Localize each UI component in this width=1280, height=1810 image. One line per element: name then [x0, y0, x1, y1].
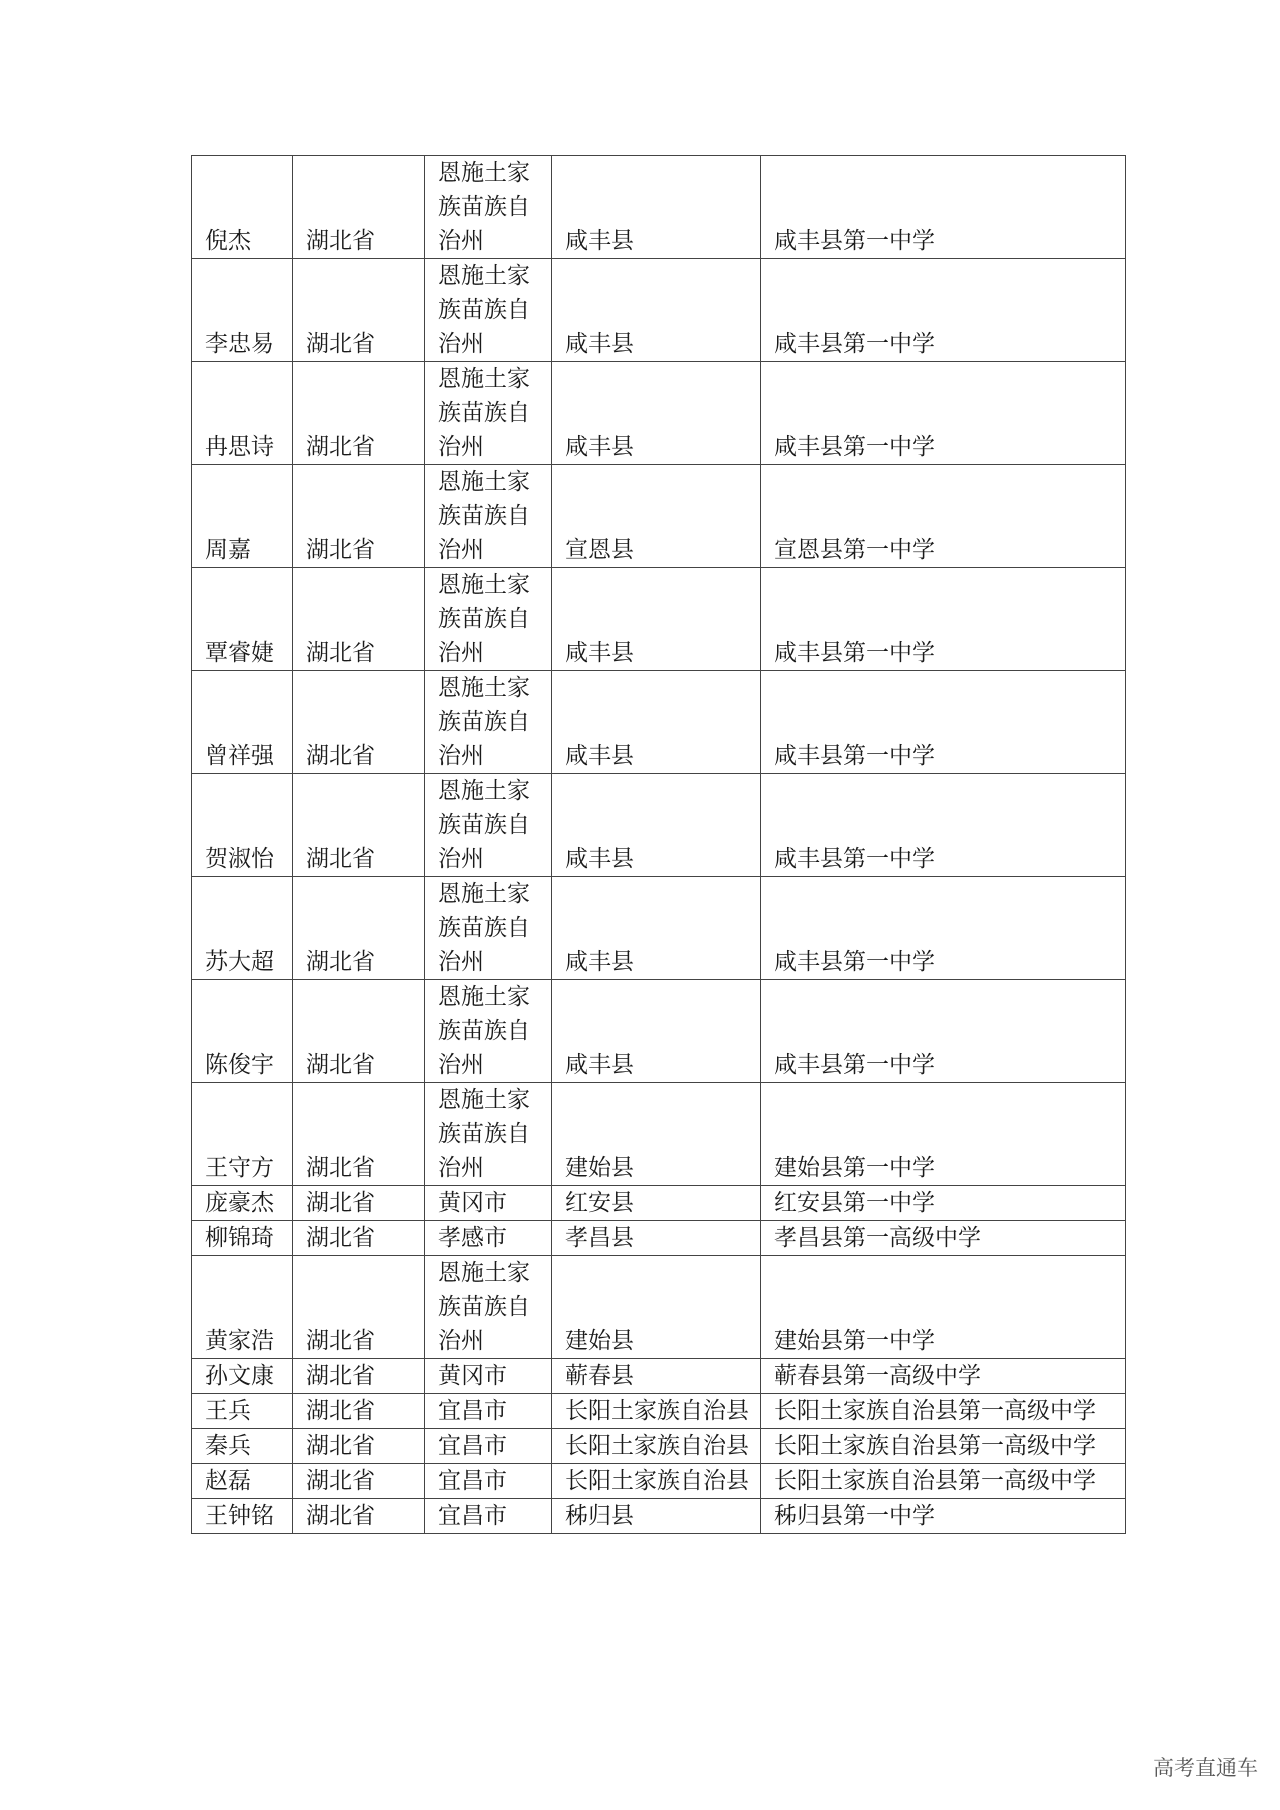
cell-school: 孝昌县第一高级中学: [761, 1221, 1126, 1256]
table-row: [192, 568, 1126, 671]
table-row: [192, 1256, 1126, 1359]
cell-county: 建始县: [552, 1083, 761, 1186]
cell-school: 咸丰县第一中学: [761, 568, 1126, 671]
cell-city: 恩施土家族苗族自治州: [425, 156, 552, 259]
cell-name: 庞豪杰: [192, 1186, 293, 1221]
cell-county: 长阳土家族自治县: [552, 1464, 761, 1499]
cell-county: 咸丰县: [552, 980, 761, 1083]
cell-city: 恩施土家族苗族自治州: [425, 259, 552, 362]
cell-name: 秦兵: [192, 1429, 293, 1464]
cell-county: 咸丰县: [552, 774, 761, 877]
cell-province: 湖北省: [293, 1186, 425, 1221]
cell-name: 王兵: [192, 1394, 293, 1429]
cell-school: 咸丰县第一中学: [761, 774, 1126, 877]
table-row: [192, 1083, 1126, 1186]
cell-county: 咸丰县: [552, 362, 761, 465]
cell-name: 覃睿婕: [192, 568, 293, 671]
table-body: [192, 156, 1126, 1534]
cell-province: 湖北省: [293, 259, 425, 362]
cell-county: 秭归县: [552, 1499, 761, 1534]
cell-name: 柳锦琦: [192, 1221, 293, 1256]
cell-city: 宜昌市: [425, 1499, 552, 1534]
cell-province: 湖北省: [293, 1429, 425, 1464]
cell-city: 恩施土家族苗族自治州: [425, 1083, 552, 1186]
cell-province: 湖北省: [293, 465, 425, 568]
cell-name: 倪杰: [192, 156, 293, 259]
cell-school: 咸丰县第一中学: [761, 259, 1126, 362]
cell-province: 湖北省: [293, 1359, 425, 1394]
cell-county: 咸丰县: [552, 156, 761, 259]
cell-county: 咸丰县: [552, 568, 761, 671]
cell-school: 咸丰县第一中学: [761, 156, 1126, 259]
cell-city: 恩施土家族苗族自治州: [425, 980, 552, 1083]
table-row: [192, 156, 1126, 259]
table-row: [192, 1186, 1126, 1221]
cell-school: 建始县第一中学: [761, 1083, 1126, 1186]
cell-school: 咸丰县第一中学: [761, 877, 1126, 980]
cell-city: 恩施土家族苗族自治州: [425, 774, 552, 877]
cell-name: 王钟铭: [192, 1499, 293, 1534]
cell-county: 咸丰县: [552, 671, 761, 774]
cell-name: 李忠易: [192, 259, 293, 362]
cell-province: 湖北省: [293, 1464, 425, 1499]
cell-city: 黄冈市: [425, 1186, 552, 1221]
cell-name: 周嘉: [192, 465, 293, 568]
table-row: [192, 980, 1126, 1083]
cell-city: 恩施土家族苗族自治州: [425, 877, 552, 980]
cell-province: 湖北省: [293, 362, 425, 465]
cell-school: 秭归县第一中学: [761, 1499, 1126, 1534]
cell-city: 恩施土家族苗族自治州: [425, 568, 552, 671]
cell-school: 宣恩县第一中学: [761, 465, 1126, 568]
cell-name: 黄家浩: [192, 1256, 293, 1359]
cell-county: 长阳土家族自治县: [552, 1429, 761, 1464]
cell-province: 湖北省: [293, 156, 425, 259]
cell-name: 孙文康: [192, 1359, 293, 1394]
watermark-text: 高考直通车: [1153, 1756, 1258, 1780]
cell-school: 蕲春县第一高级中学: [761, 1359, 1126, 1394]
cell-school: 建始县第一中学: [761, 1256, 1126, 1359]
cell-province: 湖北省: [293, 877, 425, 980]
table-row: [192, 259, 1126, 362]
cell-school: 长阳土家族自治县第一高级中学: [761, 1394, 1126, 1429]
cell-name: 陈俊宇: [192, 980, 293, 1083]
cell-city: 黄冈市: [425, 1359, 552, 1394]
cell-county: 红安县: [552, 1186, 761, 1221]
cell-province: 湖北省: [293, 1083, 425, 1186]
cell-school: 长阳土家族自治县第一高级中学: [761, 1464, 1126, 1499]
cell-city: 恩施土家族苗族自治州: [425, 1256, 552, 1359]
cell-county: 长阳土家族自治县: [552, 1394, 761, 1429]
cell-school: 咸丰县第一中学: [761, 980, 1126, 1083]
cell-school: 长阳土家族自治县第一高级中学: [761, 1429, 1126, 1464]
cell-city: 孝感市: [425, 1221, 552, 1256]
cell-city: 宜昌市: [425, 1394, 552, 1429]
cell-name: 王守方: [192, 1083, 293, 1186]
cell-school: 咸丰县第一中学: [761, 671, 1126, 774]
cell-name: 贺淑怡: [192, 774, 293, 877]
table-row: [192, 465, 1126, 568]
cell-county: 孝昌县: [552, 1221, 761, 1256]
cell-school: 咸丰县第一中学: [761, 362, 1126, 465]
cell-province: 湖北省: [293, 568, 425, 671]
table-row: [192, 1429, 1126, 1464]
table-row: [192, 671, 1126, 774]
table-row: [192, 1464, 1126, 1499]
table-row: [192, 774, 1126, 877]
cell-county: 咸丰县: [552, 259, 761, 362]
cell-province: 湖北省: [293, 1394, 425, 1429]
cell-name: 曾祥强: [192, 671, 293, 774]
cell-name: 苏大超: [192, 877, 293, 980]
student-table: [191, 155, 1126, 1534]
cell-province: 湖北省: [293, 1221, 425, 1256]
cell-county: 宣恩县: [552, 465, 761, 568]
cell-city: 恩施土家族苗族自治州: [425, 465, 552, 568]
table-row: [192, 1499, 1126, 1534]
cell-province: 湖北省: [293, 980, 425, 1083]
cell-province: 湖北省: [293, 1256, 425, 1359]
cell-city: 宜昌市: [425, 1464, 552, 1499]
cell-city: 宜昌市: [425, 1429, 552, 1464]
table-row: [192, 1394, 1126, 1429]
cell-name: 赵磊: [192, 1464, 293, 1499]
cell-province: 湖北省: [293, 774, 425, 877]
cell-county: 蕲春县: [552, 1359, 761, 1394]
cell-province: 湖北省: [293, 671, 425, 774]
cell-city: 恩施土家族苗族自治州: [425, 671, 552, 774]
cell-city: 恩施土家族苗族自治州: [425, 362, 552, 465]
table-row: [192, 362, 1126, 465]
cell-province: 湖北省: [293, 1499, 425, 1534]
cell-county: 咸丰县: [552, 877, 761, 980]
table-row: [192, 877, 1126, 980]
table-row: [192, 1359, 1126, 1394]
cell-name: 冉思诗: [192, 362, 293, 465]
table-row: [192, 1221, 1126, 1256]
cell-county: 建始县: [552, 1256, 761, 1359]
cell-school: 红安县第一中学: [761, 1186, 1126, 1221]
